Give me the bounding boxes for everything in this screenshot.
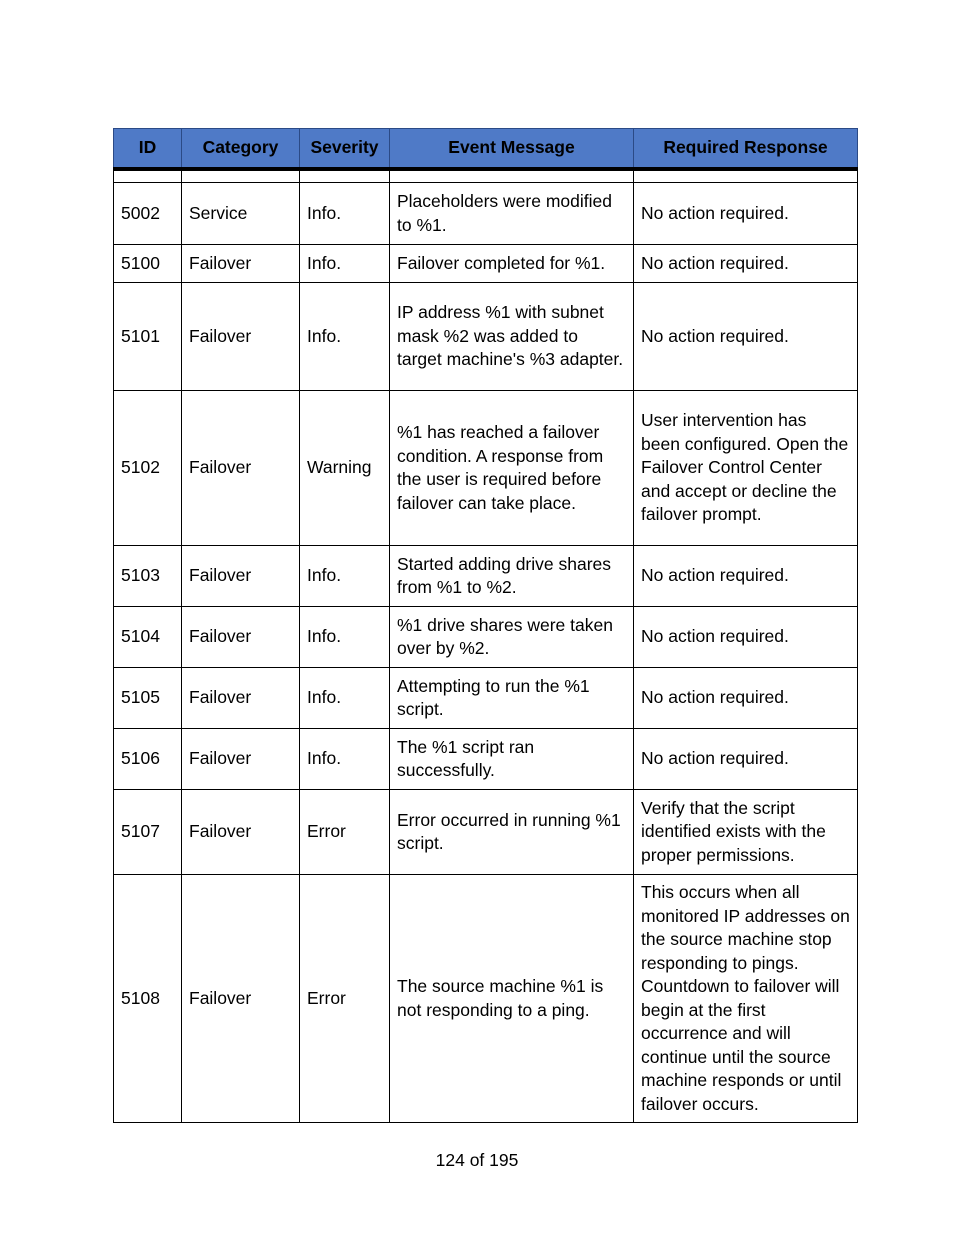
cell-required-response: Verify that the script identified exists with the proper permissions. — [634, 790, 858, 875]
cell-category: Failover — [182, 729, 300, 790]
cell-event-message: Attempting to run the %1 script. — [390, 668, 634, 729]
separator-cell — [634, 169, 858, 183]
cell-required-response: User intervention has been configured. Open the Failover Control Center and accept or decline the failover prompt. — [634, 391, 858, 546]
cell-severity: Info. — [300, 283, 390, 391]
separator-cell — [390, 169, 634, 183]
cell-required-response: No action required. — [634, 607, 858, 668]
cell-category: Failover — [182, 546, 300, 607]
cell-required-response: This occurs when all monitored IP addresses on the source machine stop responding to pings. Countdown to failover will begin at the first occurrence and will continue until the source machine responds or until failover occurs. — [634, 875, 858, 1123]
cell-event-message: Error occurred in running %1 script. — [390, 790, 634, 875]
cell-required-response: No action required. — [634, 668, 858, 729]
table-row — [114, 790, 858, 875]
header-id: ID — [114, 129, 182, 170]
cell-required-response: No action required. — [634, 283, 858, 391]
table-row — [114, 283, 858, 391]
table-row — [114, 729, 858, 790]
cell-severity: Info. — [300, 607, 390, 668]
header-event-message: Event Message — [390, 129, 634, 170]
cell-event-message: %1 drive shares were taken over by %2. — [390, 607, 634, 668]
cell-event-message: The source machine %1 is not responding to a ping. — [390, 875, 634, 1123]
cell-id: 5103 — [114, 546, 182, 607]
cell-category: Failover — [182, 245, 300, 283]
cell-event-message: Started adding drive shares from %1 to %2. — [390, 546, 634, 607]
cell-id: 5100 — [114, 245, 182, 283]
cell-id: 5002 — [114, 183, 182, 245]
cell-required-response: No action required. — [634, 245, 858, 283]
header-severity: Severity — [300, 129, 390, 170]
table-row — [114, 875, 858, 1123]
cell-id: 5104 — [114, 607, 182, 668]
header-category: Category — [182, 129, 300, 170]
cell-event-message: IP address %1 with subnet mask %2 was added to target machine's %3 adapter. — [390, 283, 634, 391]
cell-event-message: The %1 script ran successfully. — [390, 729, 634, 790]
cell-category: Failover — [182, 391, 300, 546]
cell-category: Failover — [182, 607, 300, 668]
cell-id: 5105 — [114, 668, 182, 729]
cell-category: Failover — [182, 283, 300, 391]
cell-required-response: No action required. — [634, 546, 858, 607]
cell-id: 5101 — [114, 283, 182, 391]
table-row — [114, 245, 858, 283]
header-required-response: Required Response — [634, 129, 858, 170]
cell-required-response: No action required. — [634, 183, 858, 245]
cell-id: 5108 — [114, 875, 182, 1123]
cell-event-message: Placeholders were modified to %1. — [390, 183, 634, 245]
cell-id: 5102 — [114, 391, 182, 546]
separator-cell — [182, 169, 300, 183]
cell-severity: Info. — [300, 729, 390, 790]
cell-event-message: Failover completed for %1. — [390, 245, 634, 283]
event-table — [113, 128, 858, 1123]
cell-category: Failover — [182, 875, 300, 1123]
cell-event-message: %1 has reached a failover condition. A response from the user is required before failover can take place. — [390, 391, 634, 546]
cell-severity: Info. — [300, 245, 390, 283]
cell-id: 5106 — [114, 729, 182, 790]
table-row — [114, 607, 858, 668]
cell-severity: Info. — [300, 668, 390, 729]
cell-category: Service — [182, 183, 300, 245]
table-row — [114, 183, 858, 245]
table-row — [114, 546, 858, 607]
cell-id: 5107 — [114, 790, 182, 875]
cell-severity: Info. — [300, 546, 390, 607]
table-row — [114, 391, 858, 546]
cell-category: Failover — [182, 668, 300, 729]
cell-required-response: No action required. — [634, 729, 858, 790]
table-header-row — [114, 129, 858, 170]
cell-severity: Info. — [300, 183, 390, 245]
page-number: 124 of 195 — [435, 1150, 519, 1170]
table-row — [114, 668, 858, 729]
separator-cell — [114, 169, 182, 183]
separator-cell — [300, 169, 390, 183]
cell-severity: Error — [300, 875, 390, 1123]
cell-category: Failover — [182, 790, 300, 875]
table-header-separator-row — [114, 169, 858, 183]
cell-severity: Warning — [300, 391, 390, 546]
cell-severity: Error — [300, 790, 390, 875]
